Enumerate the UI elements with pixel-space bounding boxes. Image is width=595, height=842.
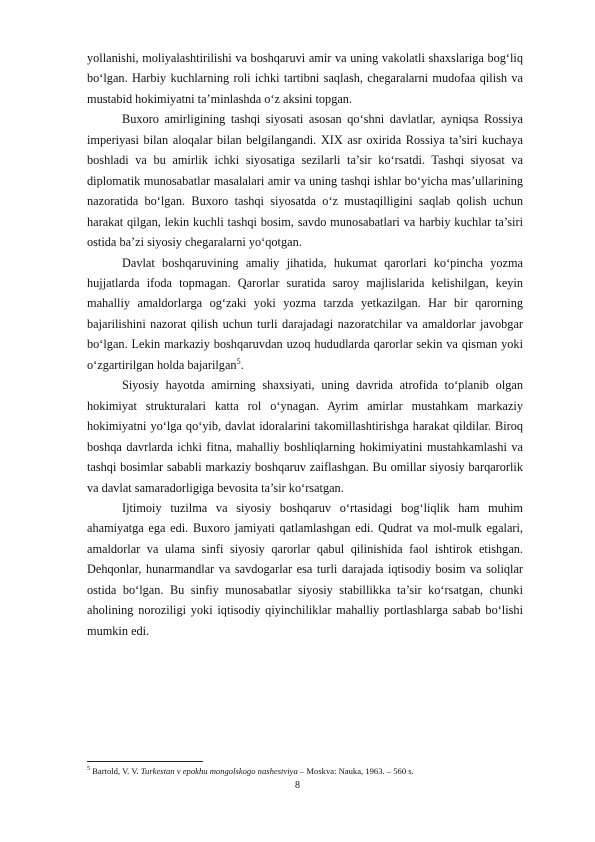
paragraph-5 bbox=[87, 498, 523, 641]
footnote bbox=[87, 766, 523, 777]
footnote-reference[interactable]: 5 bbox=[236, 356, 241, 366]
paragraph-1 bbox=[87, 48, 523, 109]
footnote-title: Turkestan v epokhu mongolskogo nashestviya bbox=[140, 766, 298, 776]
paragraph-3 bbox=[87, 253, 523, 376]
paragraph-5-text: Ijtimoiy tuzilma va siyosiy boshqaruv o‘rtasidagi bog‘liqlik ham muhim ahamiyatga ega edi. Buxoro jamiyati qatlamlashgan edi. Qudrat va mol-mulk egalari, amaldorlar va ulama sinfi siyosiy qarorlar qabul qilinishida faol ishtirok etishgan. Dehqonlar, hunarmandlar va savdogarlar esa turli darajada iqtisodiy bosim va soliqlar ostida bo‘lgan. Bu sinfiy munosabatlar siyosiy stabillikka ta’sir ko‘rsatgan, chunki aholining noroziligi yoki iqtisodiy qiyinchiliklar mahalliy portlashlarga sabab bo‘lishi mumkin edi. bbox=[87, 500, 523, 638]
footnote-number: 5 bbox=[87, 766, 90, 773]
paragraph-4-text: Siyosiy hayotda amirning shaxsiyati, uning davrida atrofida to‘planib olgan hokimiyat strukturalari katta rol o‘ynagan. Ayrim amirlar mustahkam markaziy hokimiyatni yo‘lga qo‘yib, davlat idoralarini takomillashtirishga harakat qildilar. Biroq boshqa davrlarda ichki fitna, mahalliy boshliqlarning hokimiyatini mustahkamlashi va tashqi bosimlar sababli markaziy boshqaruv zaiflashgan. Bu omillar siyosiy barqarorlik va davlat samaradorligiga bevosita ta’sir ko‘rsatgan. bbox=[87, 378, 523, 495]
paragraph-4 bbox=[87, 375, 523, 498]
footnote-publication: – Moskva: Nauka, 1963. – 560 s. bbox=[297, 766, 414, 776]
paragraph-1-text: yollanishi, moliyalashtirilishi va boshqaruvi amir va uning vakolatli shaxslariga bog‘liq bo‘lgan. Harbiy kuchlarning roli ichki tartibni saqlash, chegaralarni mudofaa qilish va mustabid hokimiyatni ta’minlashda o‘z aksini topgan. bbox=[87, 51, 523, 106]
paragraph-3-text: Davlat boshqaruvining amaliy jihatida, hukumat qarorlari ko‘pincha yozma hujjatlarda ifoda topmagan. Qarorlar suratida saroy majlislarida kelishilgan, keyin mahalliy amaldorlarga og‘zaki yoki yozma tarzda yetkazilgan. Har bir qarorning bajarilishini nazorat qilish uchun turli darajadagi nazoratchilar va amaldorlar javobgar bo‘lgan. Lekin markaziy boshqaruvdan uzoq hududlarda qarorlar sekin va qisman yoki o‘zgartirilgan holda bajarilgan bbox=[87, 255, 523, 372]
paragraph-2 bbox=[87, 109, 523, 252]
body-text bbox=[87, 48, 523, 641]
paragraph-2-text: Buxoro amirligining tashqi siyosati asosan qo‘shni davlatlar, ayniqsa Rossiya imperiyasi bilan aloqalar bilan belgilangandi. XIX asr oxirida Rossiya ta’siri kuchaya boshladi va bu amirlik ichki siyosatiga sezilarli ta’sir ko‘rsatdi. Tashqi siyosat va diplomatik munosabatlar masalalari amir va uning tashqi ishlar bo‘yicha mas’ullarining nazoratida bo‘lgan. Buxoro tashqi siyosatda o‘z mustaqilligini saqlab qolish uchun harakat qilgan, lekin kuchli tashqi bosim, savdo munosabatlari va harbiy kuchlar ta’siri ostida ba’zi siyosiy chegaralarni yo‘qotgan. bbox=[87, 112, 523, 250]
footnote-author: Bartold, V. V. bbox=[92, 766, 139, 776]
paragraph-3-end: . bbox=[240, 357, 244, 372]
page-number: 8 bbox=[295, 780, 300, 791]
footnote-divider bbox=[87, 761, 203, 762]
